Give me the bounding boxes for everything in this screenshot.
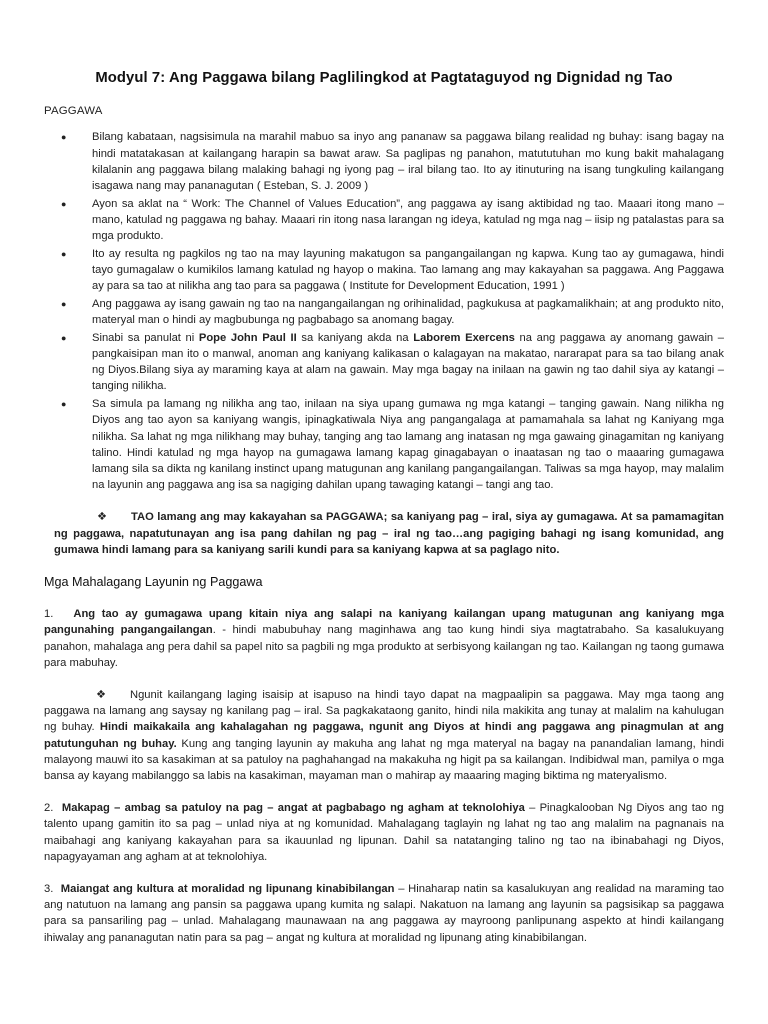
callout-text: TAO lamang ang may kakayahan sa PAGGAWA; sa kaniyang pag – iral, siya ay gumagawa. At sa pamamagitan ng paggawa, napatutunayan ang isa pang dahilan ng pag – iral ng tao…ang pagiging bahagi ng isang komunidad, ang gumawa hindi lamang para sa kaniyang sarili kundi para sa kaniyang kapwa at sa paglago nito. xyxy=(54,511,724,556)
bullet-text-bold: Laborem Exercens xyxy=(413,331,515,344)
point-bold-text: Maiangat ang kultura at moralidad ng lipunang kinabibilangan xyxy=(60,883,395,896)
point-text: – Hinaharap natin sa kasalukuyan ang realidad na maraming tao ang natutuon na lamang ang pansin sa paggawa upang kumita ng salapi. Nakatuon na lamang ang layunin sa pagsisikap sa paggawa para sa pansariling pag – unlad. Mahalagang maunawaan na ang paggawa ay mayroong panlipunang aspekto at hindi kailangang ihiwalay ang pananagutan natin para sa pag – angat ng kultura at moralidad ng lipunang ating kinabibilangan. xyxy=(44,883,724,944)
bullet-icon: ● xyxy=(61,399,67,410)
point-text: . - hindi mabubuhay nang maginhawa ang tao kung hindi siya magtatrabaho. Sa kasalukuyang panahon, mahalaga ang pera dahil sa papel nito sa pagbili ng mga produkto at serbisyong kailangan ng tao. Kailangan ng taong gumawa para mabuhay. xyxy=(44,624,725,669)
bullet-icon: ● xyxy=(61,332,67,343)
point-1-sub xyxy=(44,687,724,784)
bullet-text: Ito ay resulta ng pagkilos ng tao na may layuning makatugon sa pangangailangan ng kapwa. Kung tao ay gumagawa, hindi tayo gumagalaw o kumikilos lamang katulad ng hayop o makina. Tao lamang ang may kakayahan sa paggawa. Ang Paggawa ay para sa tao at nilikha ang tao para sa paggawa ( Institute for Development Education, 1991 ) xyxy=(92,247,724,293)
bullet-text: na ang paggawa ay anomang gawain – pangkaisipan man ito o manwal, anoman ang kaniyang kalikasan o kalagayan na makatao, nararapat para sa tao bilang anak ng Diyos.Bilang siya ay maraming kaya at alam na gawain. May mga bagay na inilaan na gawin ng tao dahil siya ay katangi – tanging nilikha. xyxy=(92,331,725,393)
bullet-icon: ● xyxy=(61,198,67,209)
bullet-item xyxy=(44,129,724,194)
point-bold-text: Ang tao ay gumagawa upang kitain niya ang salapi na kaniyang kailangan upang matugunan ang kaniyang mga pangunahing pangangailangan xyxy=(44,608,725,637)
point-1 xyxy=(44,606,724,671)
point-text: – Pinagkalooban Ng Diyos ang tao ng talento upang gamitin ito sa pag – unlad niya at ng komunidad. Mahalagang taglayin ng lahat ng tao ang malalim na pagnanais na maibahagi ang kaniyang kakayahan para sa ikauunlad ng lipunan. Dahil sa natatanging talino ng tao na ibinabahagi ng Diyos, napagyayaman ang agham at at teknolohiya. xyxy=(44,802,724,863)
bullet-icon: ● xyxy=(61,298,67,309)
bullet-text: Ayon sa aklat na “ Work: The Channel of Values Education”, ang paggawa ay isang aktibidad ng tao. Maaari itong mano – mano, katulad ng paggawa ng bahay. Maaari rin itong nasa larangan ng ideya, katulad ng mga nag – iisip ng patalastas para sa mga produkto. xyxy=(92,197,724,243)
point-2 xyxy=(44,800,724,865)
bullet-text: sa kaniyang akda na xyxy=(296,331,414,344)
bullet-item xyxy=(44,296,724,328)
point-number: 2. xyxy=(44,802,54,815)
bullet-item xyxy=(44,246,724,295)
diamond-bullet-icon: ❖ xyxy=(96,689,107,701)
bullet-item xyxy=(44,196,724,245)
point-3 xyxy=(44,881,724,946)
point-bold-text: Makapag – ambag sa patuloy na pag – angat at pagbabago ng agham at teknolohiya xyxy=(61,802,525,815)
page-title: Modyul 7: Ang Paggawa bilang Paglilingkod at Pagtataguyod ng Dignidad ng Tao xyxy=(95,70,673,86)
bullet-icon: ● xyxy=(61,248,67,259)
point-number: 1. xyxy=(44,608,54,621)
bullet-text: Bilang kabataan, nagsisimula na marahil mabuo sa inyo ang pananaw sa paggawa bilang realidad ng buhay: isang bagay na hindi matatakasan at kailangang harapin sa bawat araw. Sa paglipas ng panahon, matututuhan mo kung bakit mahalagang kilalanin ang paggawa bilang malaking bahagi ng iyong pag – iral bilang tao. Ito ay itinuturing na isang tungkuling kailangang isagawa nang may pananagutan ( Esteban, S. J. 2009 ) xyxy=(92,131,724,193)
bullet-text-bold: Pope John Paul II xyxy=(198,331,297,344)
callout-box xyxy=(54,509,724,558)
bullet-icon: ● xyxy=(61,132,67,143)
subheading: Mga Mahalagang Layunin ng Paggawa xyxy=(44,574,263,589)
point-text: Ngunit kailangang laging isaisip at isapuso na hindi tayo dapat na magpaalipin sa paggawa. May mga taong ang paggawa na lamang ang saysay ng kanilang pag – iral. Sa pagkakataong ganito, hindi nila makikita ang tunay at malalim na kahulugan ng buhay. xyxy=(44,689,724,734)
bullet-text: Sinabi sa panulat ni xyxy=(92,331,199,344)
point-bold-text: Hindi maikakaila ang kahalagahan ng paggawa, ngunit ang Diyos at hindi ang paggawa ang pinagmulan at ang patutunguhan ng buhay. xyxy=(44,721,724,750)
bullet-list xyxy=(44,129,724,493)
bullet-text: Ang paggawa ay isang gawain ng tao na nangangailangan ng orihinalidad, pagkukusa at pagkamalikhain; at ang produkto nito, materyal man o hindi ay magbubunga ng pagbabago sa anomang bagay. xyxy=(92,297,724,327)
bullet-item xyxy=(44,396,724,493)
point-text: Kung ang tanging layunin ay makuha ang lahat ng mga materyal na bagay na panandalian lamang, hindi malayong mauwi ito sa kasakiman at sa patuloy na paghahangad na makakuha ng higit pa sa kailangan. Indibidwal man, pamilya o mga bansa ay kayang mabilanggo sa labis na kasakiman, mayaman man o mahirap ay maaaring maging biktima ng materyalismo. xyxy=(44,737,725,783)
section-heading: PAGGAWA xyxy=(44,105,103,118)
point-number: 3. xyxy=(44,883,54,896)
bullet-item xyxy=(44,330,724,395)
diamond-bullet-icon: ❖ xyxy=(97,511,108,524)
bullet-text: Sa simula pa lamang ng nilikha ang tao, inilaan na siya upang gumawa ng mga katangi – tanging gawain. Nang nilikha ng Diyos ang tao ayon sa kaniyang wangis, ipinagkatiwala Niya ang pangangalaga at pamamahala sa lahat ng Kaniyang mga nilikha. Sa lahat ng mga nilikhang may buhay, tanging ang tao lamang ang inatasan ng mga gawaing ginagamitan ng kaniyang talino. Hindi katulad ng mga hayop na gumagawa lamang kapag ginagabayan o inaatasan ng tao o maaaring gumagawa lamang sila sa dikta ng kanilang instinct upang matugunan ang kanilang pangangailangan. Taliwas sa mga hayop, may malalim na layunin ang paggawa ang isa sa nagiging dahilan upang tawaging katangi – tangi ang tao. xyxy=(92,398,724,492)
